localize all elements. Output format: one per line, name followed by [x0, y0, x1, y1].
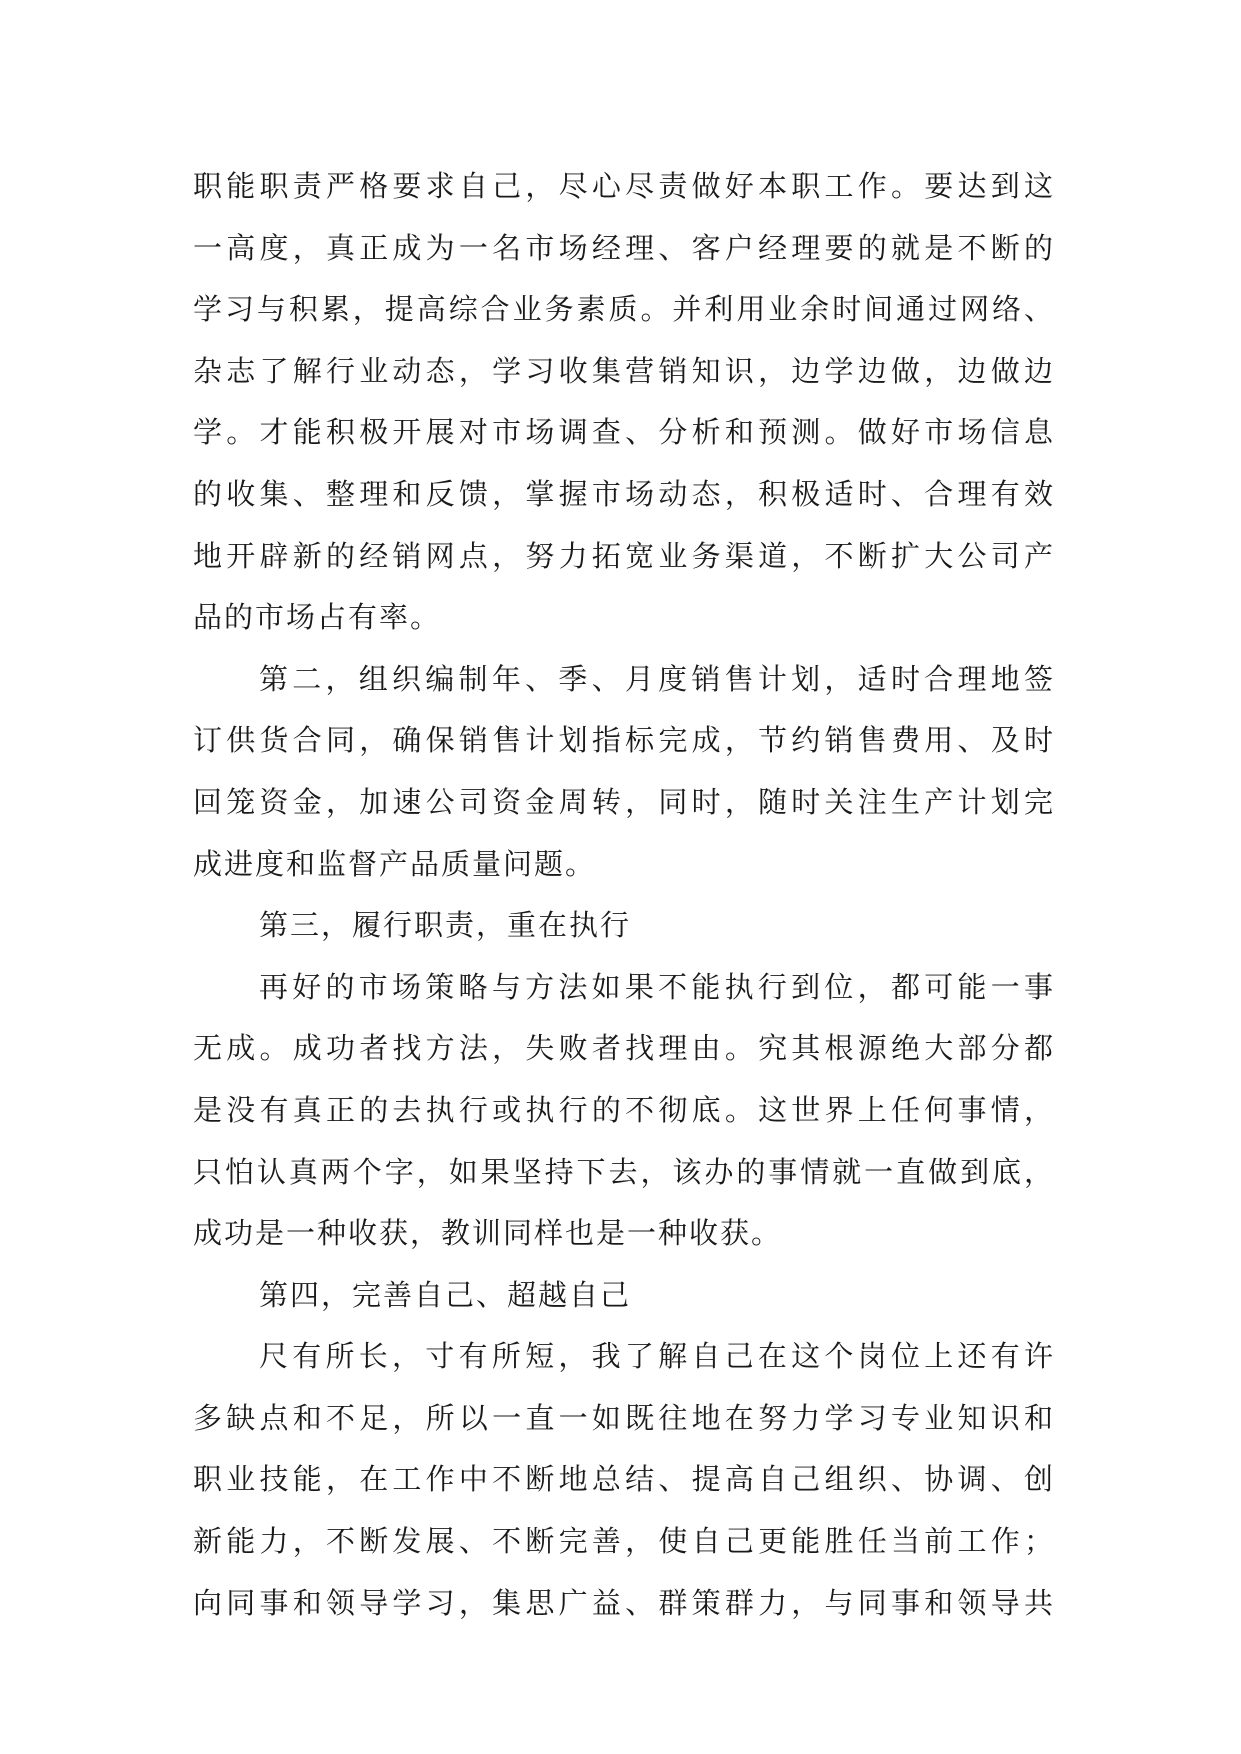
text-line: 第二，组织编制年、季、月度销售计划，适时合理地签 — [259, 661, 1053, 696]
text-line: 向同事和领导学习，集思广益、群策群力，与同事和领导共 — [193, 1585, 1053, 1620]
text-line: 地开辟新的经销网点，努力拓宽业务渠道，不断扩大公司产 — [193, 538, 1053, 573]
text-line: 职能职责严格要求自己，尽心尽责做好本职工作。要达到这 — [193, 169, 1053, 203]
text-line: 成进度和监督产品质量问题。 — [193, 846, 597, 881]
text-line: 回笼资金，加速公司资金周转，同时，随时关注生产计划完 — [193, 784, 1053, 819]
text-line: 新能力，不断发展、不断完善，使自己更能胜任当前工作； — [193, 1524, 1053, 1559]
text-line: 是没有真正的去执行或执行的不彻底。这世界上任何事情， — [193, 1092, 1053, 1127]
text-line: 杂志了解行业动态，学习收集营销知识，边学边做，边做边 — [193, 353, 1053, 388]
text-line: 学。才能积极开展对市场调查、分析和预测。做好市场信息 — [193, 415, 1053, 450]
text-line: 的收集、整理和反馈，掌握市场动态，积极适时、合理有效 — [193, 476, 1053, 511]
text-line: 成功是一种收获，教训同样也是一种收获。 — [193, 1216, 783, 1251]
text-line: 订供货合同，确保销售计划指标完成，节约销售费用、及时 — [193, 723, 1053, 758]
text-line: 多缺点和不足，所以一直一如既往地在努力学习专业知识和 — [193, 1400, 1053, 1435]
text-line: 品的市场占有率。 — [193, 600, 442, 635]
document-body — [193, 156, 1053, 1634]
text-line: 第三，履行职责，重在执行 — [259, 908, 632, 943]
text-line: 尺有所长，寸有所短，我了解自己在这个岗位上还有许 — [259, 1339, 1053, 1374]
text-line: 只怕认真两个字，如果坚持下去，该办的事情就一直做到底， — [193, 1154, 1053, 1189]
text-line: 再好的市场策略与方法如果不能执行到位，都可能一事 — [259, 969, 1053, 1004]
text-line: 职业技能，在工作中不断地总结、提高自己组织、协调、创 — [193, 1462, 1053, 1497]
text-line: 无成。成功者找方法，失败者找理由。究其根源绝大部分都 — [193, 1031, 1053, 1066]
text-line: 一高度，真正成为一名市场经理、客户经理要的就是不断的 — [193, 230, 1053, 265]
text-line: 学习与积累，提高综合业务素质。并利用业余时间通过网络、 — [193, 292, 1053, 327]
text-line: 第四，完善自己、超越自己 — [259, 1277, 632, 1312]
